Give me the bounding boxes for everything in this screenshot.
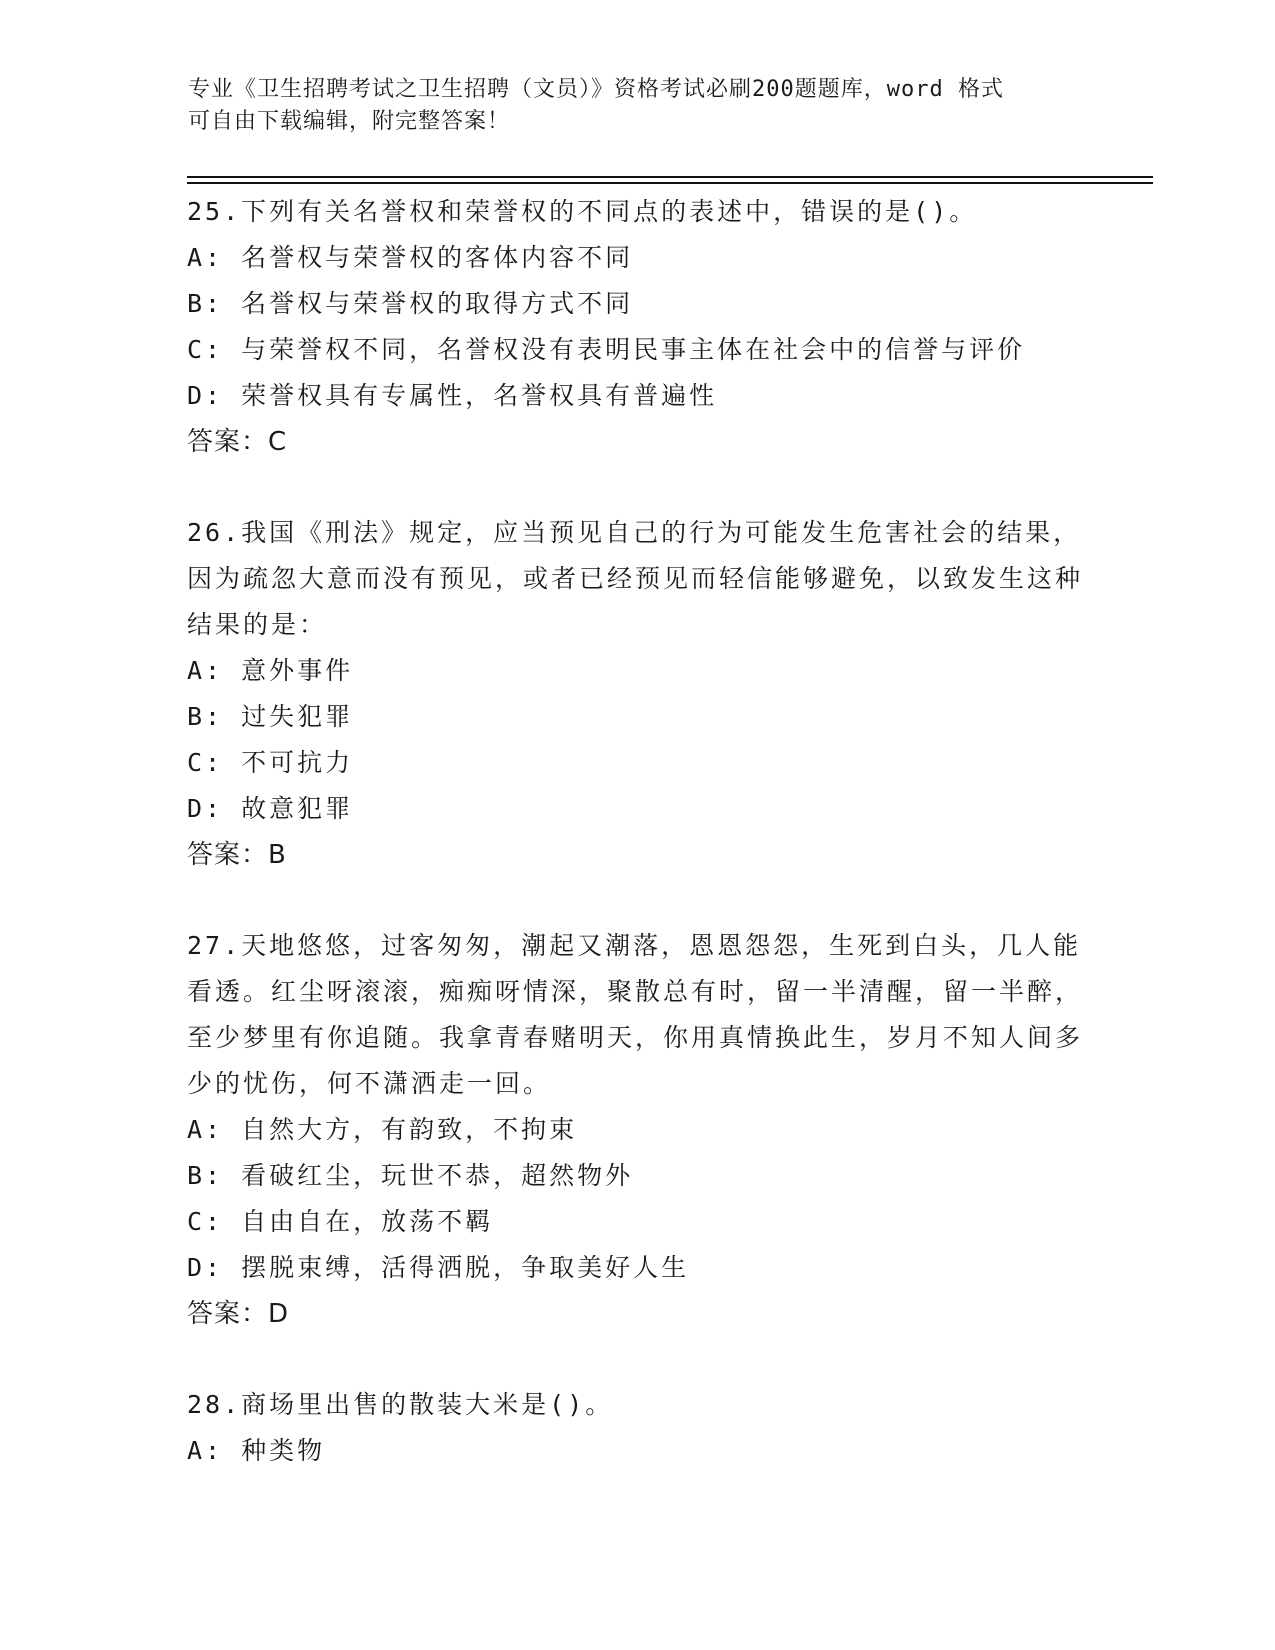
question-26	[187, 510, 1087, 878]
option-c: C: 与荣誉权不同，名誉权没有表明民事主体在社会中的信誉与评价	[187, 335, 1026, 364]
question-list	[187, 189, 1087, 1519]
question-27	[187, 923, 1087, 1337]
header-intro-line-2: 可自由下载编辑，附完整答案！	[188, 109, 511, 134]
header-intro-line-1: 专业《卫生招聘考试之卫生招聘（文员）》资格考试必刷200题题库，word 格式	[188, 77, 1004, 102]
option-b: B: 过失犯罪	[187, 702, 354, 731]
option-a: A: 自然大方，有韵致，不拘束	[187, 1115, 578, 1144]
header-divider-top	[187, 176, 1153, 178]
option-a: A: 名誉权与荣誉权的客体内容不同	[187, 243, 634, 272]
option-c: C: 自由自在，放荡不羁	[187, 1207, 494, 1236]
question-25	[187, 189, 1087, 465]
option-d: D: 故意犯罪	[187, 794, 354, 823]
header-divider-bottom	[187, 182, 1153, 184]
option-a: A: 意外事件	[187, 656, 354, 685]
question-text: 27.天地悠悠，过客匆匆，潮起又潮落，恩恩怨怨，生死到白头，几人能看透。红尘呀滚滚，痴痴呀情深，聚散总有时，留一半清醒，留一半醉，至少梦里有你追随。我拿青春赌明天，你用真情换此生，岁月不知人间多少的忧伤，何不潇洒走一回。	[187, 931, 1084, 1098]
question-text: 25.下列有关名誉权和荣誉权的不同点的表述中，错误的是()。	[187, 197, 978, 226]
answer-label: 答案：B	[187, 840, 287, 870]
answer-label: 答案：C	[187, 427, 288, 457]
option-c: C: 不可抗力	[187, 748, 354, 777]
option-d: D: 摆脱束缚，活得洒脱，争取美好人生	[187, 1253, 690, 1282]
question-text: 28.商场里出售的散装大米是()。	[187, 1390, 614, 1419]
option-a: A: 种类物	[187, 1436, 326, 1465]
option-d: D: 荣誉权具有专属性，名誉权具有普遍性	[187, 381, 718, 410]
question-28	[187, 1382, 1087, 1474]
option-b: B: 看破红尘，玩世不恭，超然物外	[187, 1161, 634, 1190]
document-header	[188, 74, 1068, 138]
answer-label: 答案：D	[187, 1299, 290, 1329]
question-text: 26.我国《刑法》规定，应当预见自己的行为可能发生危害社会的结果，因为疏忽大意而没有预见，或者已经预见而轻信能够避免，以致发生这种结果的是：	[187, 518, 1084, 639]
option-b: B: 名誉权与荣誉权的取得方式不同	[187, 289, 634, 318]
